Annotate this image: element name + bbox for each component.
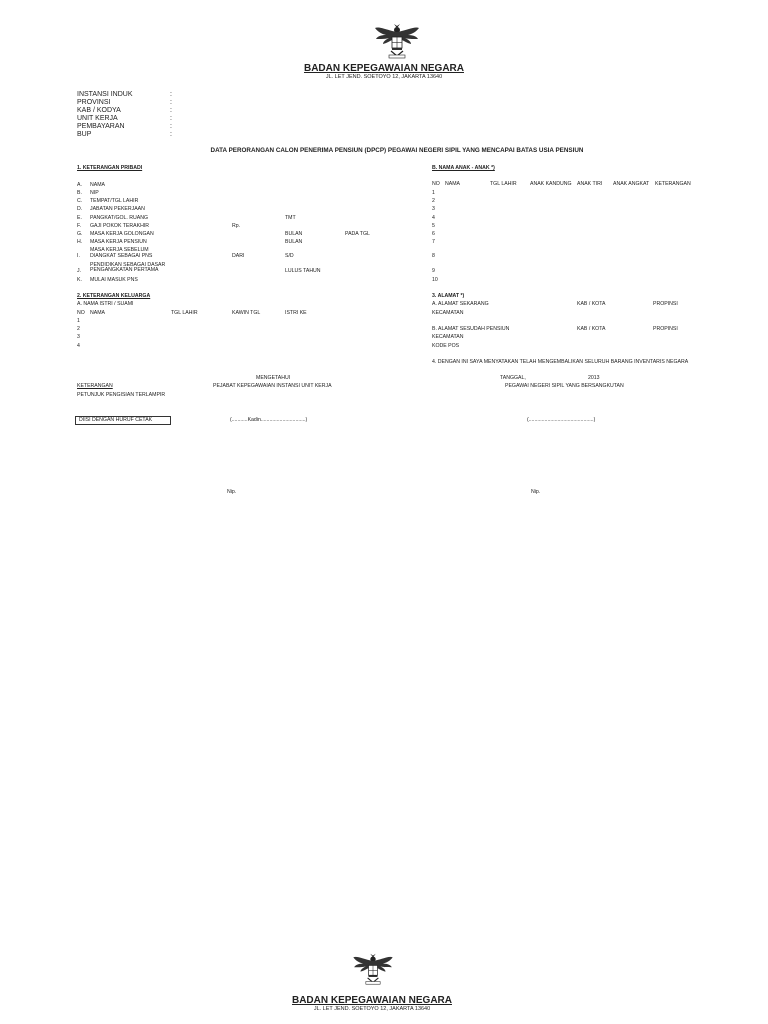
anak-row-number: 5 <box>432 223 435 229</box>
anak-heading: B. NAMA ANAK - ANAK *) <box>432 165 495 171</box>
pribadi-row-j-line1: PENDIDIKAN SEBAGAI DASAR <box>90 262 166 268</box>
pribadi-row-b-letter: B. <box>77 190 82 196</box>
anak-col-keterangan: KETERANGAN <box>655 181 691 187</box>
instansi-induk-label: INSTANSI INDUK <box>77 91 133 98</box>
pribadi-row-d-label: JABATAN PEKERJAAN <box>90 206 145 212</box>
anak-col-tiri: ANAK TIRI <box>577 181 603 187</box>
agency-title-page2: BADAN KEPEGAWAIAN NEGARA <box>291 995 452 1006</box>
pembayaran-label: PEMBAYARAN <box>77 123 125 130</box>
keluarga-row-number: 2 <box>77 326 80 332</box>
pribadi-row-a-label: NAMA <box>90 182 105 188</box>
propinsi-label-b: PROPINSI <box>653 326 678 332</box>
tanggal-label: TANGGAL, <box>500 375 526 381</box>
keluarga-col-nama: NAMA <box>90 310 105 316</box>
keluarga-col-istri-ke: ISTRI KE <box>285 310 307 316</box>
pribadi-row-h-label: MASA KERJA PENSIUN <box>90 239 147 245</box>
pribadi-row-a-letter: A. <box>77 182 82 188</box>
agency-address: JL. LET JEND. SOETOYO 12, JAKARTA 13640 <box>325 74 443 80</box>
anak-row-number: 1 <box>432 190 435 196</box>
pribadi-row-j-line2: PENGANGKATAN PERTAMA <box>90 267 159 273</box>
alamat-sesudah-pensiun-label: B. ALAMAT SESUDAH PENSIUN <box>432 326 510 332</box>
anak-row-number: 10 <box>432 277 438 283</box>
pribadi-row-h-letter: H. <box>77 239 83 245</box>
pribadi-row-i-letter: I. <box>77 253 80 259</box>
anak-row-number: 3 <box>432 206 435 212</box>
garuda-emblem-icon <box>352 952 394 986</box>
pribadi-row-e-letter: E. <box>77 215 82 221</box>
nip-label-right: Nip. <box>531 489 541 495</box>
keluarga-row-number: 3 <box>77 334 80 340</box>
rp-label: Rp. <box>232 223 241 229</box>
pada-tgl-label: PADA TGL <box>345 231 370 237</box>
colon: : <box>170 131 172 138</box>
anak-col-nama: NAMA <box>445 181 460 187</box>
kab-kota-label-a: KAB / KOTA <box>577 301 606 307</box>
instansi-colons <box>170 91 172 139</box>
dari-label: DARI <box>232 253 245 259</box>
colon: : <box>170 107 172 114</box>
colon: : <box>170 91 172 98</box>
bulan-label-h: BULAN <box>285 239 303 245</box>
bup-label: BUP <box>77 131 92 138</box>
tmt-label: TMT <box>285 215 296 221</box>
pernyataan-text: 4. DENGAN INI SAYA MENYATAKAN TELAH MENGEMBALIKAN SELURUH BARANG INVENTARIS NEGARA <box>432 359 689 365</box>
pribadi-row-f-label: GAJI POKOK TERAKHIR <box>90 223 149 229</box>
pejabat-label: PEJABAT KEPEGAWAIAN INSTANSI UNIT KERJA <box>213 383 332 389</box>
kode-pos-label: KODE POS <box>432 343 460 349</box>
pribadi-row-j-letter: J. <box>77 268 82 274</box>
keterangan-label: KETERANGAN <box>77 383 113 389</box>
anak-row-number: 6 <box>432 231 435 237</box>
keluarga-row-number: 1 <box>77 318 80 324</box>
anak-row-number: 4 <box>432 215 435 221</box>
agency-title: BADAN KEPEGAWAIAN NEGARA <box>303 63 464 74</box>
pribadi-heading: 1. KETERANGAN PRIBADI <box>77 165 143 171</box>
pribadi-row-f-letter: F. <box>77 223 82 229</box>
propinsi-label-a: PROPINSI <box>653 301 678 307</box>
kecamatan-label-a: KECAMATAN <box>432 310 464 316</box>
kadin-signature-line: (...........Kadin...............................) <box>230 417 308 423</box>
anak-col-tgl-lahir: TGL LAHIR <box>490 181 517 187</box>
keluarga-col-kawin-tgl: KAWIN TGL <box>232 310 261 316</box>
anak-row-number: 9 <box>432 268 435 274</box>
pribadi-row-e-label: PANGKAT/GOL. RUANG <box>90 215 149 221</box>
pribadi-row-d-letter: D. <box>77 206 83 212</box>
year-label: 2013 <box>588 375 600 381</box>
alamat-heading: 3. ALAMAT *) <box>432 293 465 299</box>
anak-col-no: NO <box>432 181 440 187</box>
pribadi-row-i-line1: MASA KERJA SEBELUM <box>90 247 149 253</box>
pribadi-row-g-label: MASA KERJA GOLONGAN <box>90 231 154 237</box>
colon: : <box>170 115 172 122</box>
provinsi-label: PROVINSI <box>77 99 111 106</box>
instansi-labels <box>77 91 133 139</box>
pribadi-row-b-label: NIP <box>90 190 99 196</box>
mengetahui-label: MENGETAHUI <box>256 375 291 381</box>
bulan-label-g: BULAN <box>285 231 303 237</box>
kab-kota-label-b: KAB / KOTA <box>577 326 606 332</box>
agency-address-page2: JL. LET JEND. SOETOYO 12, JAKARTA 13640 <box>313 1006 431 1012</box>
document-title: DATA PERORANGAN CALON PENERIMA PENSIUN (DPCP) PEGAWAI NEGERI SIPIL YANG MENCAPAI BATAS USIA PENSIUN <box>210 147 584 154</box>
colon: : <box>170 123 172 130</box>
anak-row-number: 2 <box>432 198 435 204</box>
pribadi-row-k-letter: K. <box>77 277 82 283</box>
keluarga-subheading: A. NAMA ISTRI / SUAMI <box>77 301 134 307</box>
nip-label-left: Nip. <box>227 489 237 495</box>
pegawai-signature-line: (.............................................) <box>527 417 596 423</box>
pribadi-row-c-label: TEMPAT/TGL LAHIR <box>90 198 139 204</box>
diisi-huruf-cetak-box: DIISI DENGAN HURUF CETAK <box>75 416 171 425</box>
lulus-tahun-label: LULUS TAHUN <box>285 268 321 274</box>
anak-row-number: 7 <box>432 239 435 245</box>
keluarga-col-no: NO <box>77 310 85 316</box>
kecamatan-label-b: KECAMATAN <box>432 334 464 340</box>
alamat-sekarang-label: A. ALAMAT SEKARANG <box>432 301 489 307</box>
kab-kodya-label: KAB / KODYA <box>77 107 121 114</box>
anak-col-kandung: ANAK KANDUNG <box>530 181 572 187</box>
keluarga-col-tgl-lahir: TGL LAHIR <box>171 310 198 316</box>
pribadi-row-k-label: MULAI MASUK PNS <box>90 277 138 283</box>
pribadi-row-g-letter: G. <box>77 231 83 237</box>
keluarga-row-number: 4 <box>77 343 80 349</box>
anak-col-angkat: ANAK ANGKAT <box>613 181 650 187</box>
colon: : <box>170 99 172 106</box>
pribadi-row-c-letter: C. <box>77 198 83 204</box>
unit-kerja-label: UNIT KERJA <box>77 115 118 122</box>
petunjuk-label: PETUNJUK PENGISIAN TERLAMPIR <box>77 392 166 398</box>
sd-label: S/D <box>285 253 294 259</box>
garuda-emblem-icon <box>374 22 420 60</box>
pegawai-label: PEGAWAI NEGERI SIPIL YANG BERSANGKUTAN <box>505 383 624 389</box>
keluarga-heading: 2. KETERANGAN KELUARGA <box>77 293 151 299</box>
anak-row-number: 8 <box>432 253 435 259</box>
pribadi-row-i-line2: DIANGKAT SEBAGAI PNS <box>90 253 153 259</box>
